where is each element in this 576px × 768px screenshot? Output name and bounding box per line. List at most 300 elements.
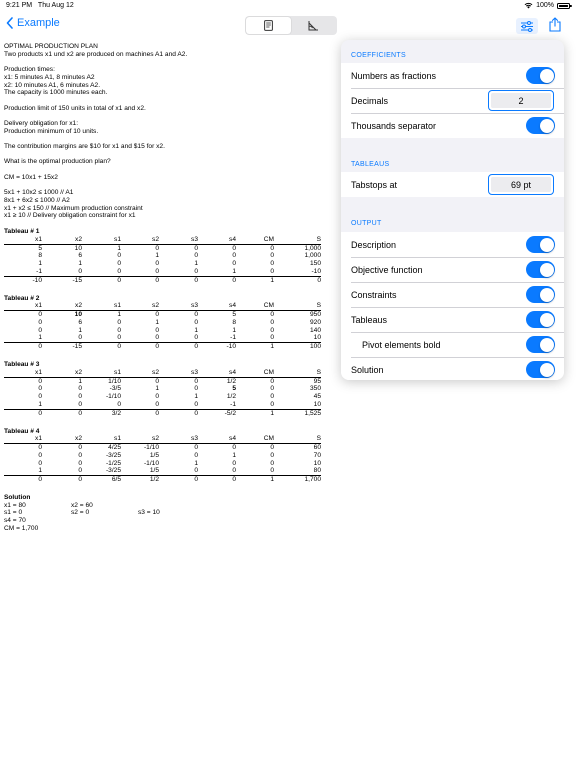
share-icon: [549, 17, 561, 32]
tableau-cell: 0: [194, 451, 198, 459]
group-output: [341, 232, 564, 380]
tableau-cell: 80: [274, 467, 321, 475]
toggle-numbers-as-fractions[interactable]: [526, 67, 555, 84]
table-row: [4, 385, 321, 393]
solution-value: x2 = 60: [71, 501, 93, 509]
tableau-cell: 0: [270, 252, 274, 260]
tableau-cell: 0: [270, 385, 274, 393]
tableau-cell: 10: [274, 401, 321, 409]
row-objective-function: [341, 257, 564, 282]
back-button[interactable]: [6, 17, 60, 29]
tableau-cell: 0: [198, 467, 236, 475]
tableau-header-cell: s4: [198, 369, 236, 377]
tableau-cell: 1: [232, 451, 236, 459]
toggle-thousands-separator[interactable]: [526, 117, 555, 134]
solution-value: [138, 502, 198, 510]
graph-icon: [308, 20, 319, 31]
tableau-cell: 1: [78, 377, 82, 385]
table-row: [4, 244, 321, 252]
row-label: Numbers as fractions: [351, 70, 437, 81]
tableau-cell: 0: [117, 326, 121, 334]
row-thousands-separator: [341, 113, 564, 138]
tabstops-field-frame: [488, 174, 554, 195]
tableau-header-cell: S: [274, 236, 321, 244]
tableau-cell: -3/5: [109, 385, 121, 393]
tableau-cell: 0: [270, 444, 274, 452]
wifi-icon: [524, 2, 533, 9]
row-label: Tableaus: [351, 314, 388, 325]
tableau-table: [4, 236, 321, 285]
tableau-header-cell: x2: [42, 302, 82, 310]
tableau-cell: 10: [74, 244, 82, 252]
tableau-cell: 0: [194, 244, 198, 252]
tableau-header-cell: s4: [198, 236, 236, 244]
constraint-line: 5x1 + 10x2 ≤ 1000 // A1: [4, 189, 74, 197]
tableau-cell: 0: [270, 318, 274, 326]
constraint-line: x1 + x2 ≤ 150 // Maximum production constraint: [4, 204, 143, 212]
doc-line: x2: 10 minutes A1, 6 minutes A2.: [4, 81, 101, 89]
tableau-header-cell: CM: [236, 369, 274, 377]
table-row: [4, 409, 321, 417]
doc-line: Production minimum of 10 units.: [4, 127, 99, 135]
tableau-cell: 0: [78, 459, 82, 467]
tableau-header-row: [4, 302, 321, 310]
tableau-cell: 0: [155, 409, 159, 417]
table-row: [4, 401, 321, 409]
row-label: Decimals: [351, 95, 389, 106]
tableau-header-row: [4, 435, 321, 443]
section-header-coefficients: COEFFICIENTS: [351, 52, 406, 59]
tableau-cell: 1: [270, 343, 274, 351]
toggle-tableaus[interactable]: [526, 311, 555, 328]
tableau-cell: 1/5: [121, 467, 159, 475]
tableau-cell: -15: [72, 276, 82, 284]
table-row: [4, 311, 321, 319]
solution-value: x1 = 80: [4, 501, 26, 509]
tableau-cell: 0: [232, 260, 236, 268]
row-label: Description: [351, 239, 397, 250]
tableau-cell: 0: [159, 334, 198, 342]
tableau-cell: 95: [313, 377, 321, 385]
table-row: [4, 393, 321, 401]
tableau-cell: 0: [270, 326, 274, 334]
doc-line: What is the optimal production plan?: [4, 158, 111, 166]
table-row: [4, 268, 321, 276]
tableau-cell: 0: [121, 334, 159, 342]
tableau-header-cell: S: [274, 302, 321, 310]
row-decimals: [341, 88, 564, 113]
tableau-header-cell: s4: [198, 435, 236, 443]
tableau-header-cell: S: [274, 435, 321, 443]
tableau-cell: 5: [38, 244, 42, 252]
tableau-cell: 0: [121, 268, 159, 276]
tableau-cell: 1/2: [226, 393, 236, 401]
row-label: Constraints: [351, 289, 397, 300]
table-row: [4, 319, 321, 327]
tableau-cell: 0: [155, 276, 159, 284]
table-row: [4, 476, 321, 484]
status-bar: [0, 0, 576, 12]
row-pivot-bold: [341, 332, 564, 357]
segment-document[interactable]: [246, 17, 291, 34]
doc-line: Production limit of 150 units in total of x1 and x2.: [4, 104, 146, 112]
tableau-cell: 45: [313, 393, 321, 401]
toggle-pivot-bold[interactable]: [526, 336, 555, 353]
tableau-cell: 0: [42, 467, 82, 475]
solution-value: s1 = 0: [4, 509, 23, 517]
tableau-cell: 0: [232, 244, 236, 252]
tableau-cell: 0: [155, 260, 159, 268]
tableau-cell: -1: [4, 268, 42, 276]
tableau-cell: 1/5: [149, 451, 159, 459]
tableau-cell: 0: [38, 311, 42, 319]
tableau-cell: 0: [82, 401, 121, 409]
toggle-constraints[interactable]: [526, 286, 555, 303]
tableau-cell: 1: [78, 326, 82, 334]
tableau-header-cell: x2: [42, 369, 82, 377]
tableau-cell: 0: [194, 343, 198, 351]
tableau-cell: 0: [155, 311, 159, 319]
tableau-cell: 0: [232, 276, 236, 284]
table-row: [4, 252, 321, 260]
tableau-cell: 1: [38, 260, 42, 268]
tableau-cell: 0: [38, 476, 42, 484]
tableau-cell: 1/10: [108, 377, 121, 385]
tableau-header-cell: s3: [159, 369, 198, 377]
tableau-cell: 10: [274, 334, 321, 342]
tableau-header-cell: CM: [236, 435, 274, 443]
doc-line: Production times:: [4, 66, 55, 74]
output-document: [4, 43, 340, 533]
segment-graph[interactable]: [291, 17, 336, 34]
row-solution: [341, 357, 564, 380]
row-label: Pivot elements bold: [362, 339, 441, 350]
tableau-cell: 0: [82, 334, 121, 342]
tableau-cell: 1/2: [149, 476, 159, 484]
tableau-title: Tableau # 1: [4, 228, 40, 236]
tableau-cell: -3/25: [82, 467, 121, 475]
tableau-cell: 0: [317, 276, 321, 284]
tableau-cell: 0: [155, 393, 159, 401]
tableau-cell: 1: [78, 260, 82, 268]
tableau-header-cell: CM: [236, 236, 274, 244]
tableau-title: Tableau # 4: [4, 427, 40, 435]
table-row: [4, 260, 321, 268]
row-constraints: [341, 282, 564, 307]
tableau-cell: 1: [155, 318, 159, 326]
chevron-left-icon: [6, 17, 13, 29]
table-row: [4, 343, 321, 351]
solution-value: [138, 517, 198, 525]
back-label: Example: [17, 17, 60, 29]
group-coefficients: [341, 63, 564, 138]
section-header-output: OUTPUT: [351, 220, 382, 227]
tableau-cell: 0: [270, 244, 274, 252]
tableau-cell: 1: [194, 393, 198, 401]
tableau-cell: 0: [78, 444, 82, 452]
tableau-header-cell: x1: [4, 369, 42, 377]
solution-value: [138, 525, 198, 533]
row-label: Solution: [351, 364, 384, 375]
tableau-cell: 0: [159, 268, 198, 276]
solution-title: Solution: [4, 494, 31, 501]
toggle-solution[interactable]: [526, 361, 555, 378]
tableau-cell: 1: [155, 252, 159, 260]
tableau-cell: -1/10: [105, 393, 121, 401]
tableau-cell: 0: [155, 343, 159, 351]
tableau-cell: 1,700: [304, 476, 321, 484]
tableau-cell: 6/5: [111, 476, 121, 484]
tableau-cell: 8: [232, 318, 236, 326]
tableau-cell: 140: [309, 326, 321, 334]
tableau-cell: 0: [42, 268, 82, 276]
tableau-cell: -10: [226, 343, 236, 351]
tableau-cell: 1: [4, 334, 42, 342]
tableau-cell: 0: [117, 318, 121, 326]
table-row: [4, 444, 321, 452]
doc-line: Two products x1 und x2 are produced on machines A1 and A2.: [4, 50, 188, 58]
tableau-cell: 0: [194, 318, 198, 326]
tableau-cell: 0: [194, 311, 198, 319]
tableau-cell: 0: [78, 451, 82, 459]
tableau-cell: 0: [155, 377, 159, 385]
tableau-cell: 0: [121, 401, 159, 409]
settings-sliders-button[interactable]: [516, 18, 538, 34]
tableau-cell: 0: [236, 334, 274, 342]
tableau-title: Tableau # 2: [4, 294, 40, 302]
tableau-cell: -1: [198, 334, 236, 342]
solution-value: [71, 517, 138, 525]
objective-function: CM = 10x1 + 15x2: [4, 173, 58, 181]
row-description: [341, 232, 564, 257]
tableau-header-cell: CM: [236, 302, 274, 310]
tableau-cell: 0: [159, 467, 198, 475]
tableau-header-cell: x1: [4, 435, 42, 443]
tableau-cell: 950: [309, 311, 321, 319]
tableau-cell: -1/25: [105, 459, 121, 467]
table-row: [4, 334, 321, 342]
row-tableaus: [341, 307, 564, 332]
tableaus: [4, 228, 340, 484]
tableau-cell: 0: [38, 444, 42, 452]
table-row: [4, 377, 321, 385]
tableau-cell: 5: [232, 385, 236, 393]
tableau-cell: 0: [232, 459, 236, 467]
tableau-header-cell: S: [274, 369, 321, 377]
tableau-cell: -1: [198, 401, 236, 409]
tableau-header-cell: s3: [159, 435, 198, 443]
sliders-icon: [520, 21, 534, 32]
tableau-cell: 0: [194, 252, 198, 260]
tableau-cell: -5/2: [224, 409, 236, 417]
tableau-header-row: [4, 236, 321, 244]
tableau-cell: -10: [274, 268, 321, 276]
solution-value: CM = 1,700: [4, 524, 39, 532]
tableau-cell: 0: [270, 260, 274, 268]
tableau-cell: 0: [38, 409, 42, 417]
tableau-cell: 5: [232, 311, 236, 319]
toggle-description[interactable]: [526, 236, 555, 253]
tableau-cell: 1,000: [304, 252, 321, 260]
tableau-header-cell: s2: [121, 435, 159, 443]
solution-value: s4 = 70: [4, 517, 26, 525]
tableau-cell: 0: [78, 409, 82, 417]
tableau-cell: 0: [232, 476, 236, 484]
solution-value: s2 = 0: [71, 509, 90, 517]
tableau-cell: 0: [194, 377, 198, 385]
tableau-cell: 1: [4, 467, 42, 475]
tableau-header-cell: s2: [121, 236, 159, 244]
battery-icon: [557, 3, 570, 9]
tableau-cell: 0: [194, 444, 198, 452]
tableau-header-cell: s2: [121, 302, 159, 310]
tableau-cell: -15: [72, 343, 82, 351]
table-row: [4, 460, 321, 468]
tableau-cell: 0: [78, 393, 82, 401]
tableau-cell: 0: [38, 343, 42, 351]
status-time: 9:21 PM Thu Aug 12: [6, 2, 74, 9]
tableau-table: [4, 302, 321, 351]
decimals-input[interactable]: [491, 93, 551, 108]
tableau-cell: 0: [194, 476, 198, 484]
tableau-cell: 1: [194, 326, 198, 334]
doc-line: The contribution margins are $10 for x1 and $15 for x2.: [4, 143, 165, 151]
tableau-cell: 0: [38, 377, 42, 385]
tableau-header-cell: s4: [198, 302, 236, 310]
tableau-cell: 0: [38, 326, 42, 334]
tableau-cell: 350: [309, 385, 321, 393]
constraint-line: 8x1 + 6x2 ≤ 1000 // A2: [4, 196, 70, 204]
tableau-header-cell: s1: [82, 369, 121, 377]
tableau-cell: 0: [155, 244, 159, 252]
tableau-cell: 0: [194, 276, 198, 284]
settings-popover: [341, 40, 564, 380]
tabstops-input[interactable]: [491, 177, 551, 192]
tableau-cell: 1: [194, 260, 198, 268]
tableau-cell: 0: [270, 311, 274, 319]
group-tableaus: [341, 172, 564, 197]
tableau-cell: 0: [117, 252, 121, 260]
share-button[interactable]: [549, 17, 561, 32]
tableau-cell: 0: [232, 252, 236, 260]
tableau-table: [4, 369, 321, 418]
tableau-cell: 1: [198, 268, 236, 276]
tableau-cell: 0: [78, 476, 82, 484]
tableau-cell: 60: [313, 444, 321, 452]
tableau-cell: 6: [78, 318, 82, 326]
section-header-tableaus: TABLEAUS: [351, 161, 390, 168]
tableau-cell: 920: [309, 318, 321, 326]
table-row: [4, 327, 321, 335]
tableau-cell: 150: [309, 260, 321, 268]
tableau-cell: 1: [270, 476, 274, 484]
battery-percent: 100%: [536, 2, 554, 9]
tableau-cell: -1/10: [143, 444, 159, 452]
tableau-cell: -3/25: [105, 451, 121, 459]
decimals-field-frame: [488, 90, 554, 111]
tableau-cell: 0: [236, 467, 274, 475]
row-label: Objective function: [351, 264, 423, 275]
row-tabstops: [341, 172, 564, 197]
toggle-objective-function[interactable]: [526, 261, 555, 278]
tableau-cell: 1: [270, 276, 274, 284]
tableau-cell: 1: [4, 401, 42, 409]
table-row: [4, 452, 321, 460]
table-row: [4, 467, 321, 475]
tableau-cell: 6: [78, 252, 82, 260]
tableau-header-cell: s1: [82, 236, 121, 244]
tableau-cell: 0: [117, 260, 121, 268]
tableau-cell: 0: [38, 393, 42, 401]
tableau-cell: 0: [270, 377, 274, 385]
tableau-cell: 10: [74, 311, 82, 319]
tableau-cell: 0: [159, 401, 198, 409]
tableau-header-cell: s3: [159, 302, 198, 310]
tableau-cell: 0: [232, 444, 236, 452]
tableau-cell: 0: [270, 451, 274, 459]
tableau-cell: 0: [78, 385, 82, 393]
tableau-cell: 1,000: [304, 244, 321, 252]
view-segmented-control: [245, 16, 337, 35]
tableau-header-cell: x1: [4, 302, 42, 310]
status-right: [524, 2, 570, 9]
table-row: [4, 276, 321, 284]
tableau-cell: 1/2: [226, 377, 236, 385]
tableau-table: [4, 435, 321, 484]
solution-grid: [4, 502, 340, 533]
tableau-header-cell: x2: [42, 236, 82, 244]
tableau-cell: 0: [270, 393, 274, 401]
doc-line: x1: 5 minutes A1, 8 minutes A2: [4, 73, 95, 81]
tableau-cell: 0: [155, 326, 159, 334]
tableau-cell: 0: [236, 268, 274, 276]
tableau-cell: 0: [270, 459, 274, 467]
tableau-cell: 0: [38, 385, 42, 393]
tableau-cell: 70: [313, 451, 321, 459]
tableau-cell: 1: [194, 459, 198, 467]
row-label: Thousands separator: [351, 120, 437, 131]
doc-title: OPTIMAL PRODUCTION PLAN: [4, 43, 98, 50]
tableau-header-cell: x2: [42, 435, 82, 443]
tableau-header-cell: x1: [4, 236, 42, 244]
tableau-cell: 1: [117, 311, 121, 319]
tableau-header-row: [4, 369, 321, 377]
tableau-cell: 0: [38, 451, 42, 459]
solution-value: s3 = 10: [138, 509, 160, 517]
row-label: Tabstops at: [351, 179, 398, 190]
tableau-cell: 1: [117, 244, 121, 252]
nav-bar: [0, 12, 576, 40]
solution-value: [71, 525, 138, 533]
tableau-cell: -10: [32, 276, 42, 284]
tableau-cell: 0: [38, 459, 42, 467]
tableau-cell: 0: [42, 401, 82, 409]
doc-line: Delivery obligation for x1:: [4, 119, 79, 127]
tableau-cell: 0: [38, 318, 42, 326]
tableau-cell: 0: [194, 385, 198, 393]
tableau-header-cell: s1: [82, 302, 121, 310]
document-icon: [264, 20, 273, 31]
tableau-cell: 4/25: [108, 444, 121, 452]
tableau-cell: 1: [232, 326, 236, 334]
tableau-cell: 0: [117, 343, 121, 351]
row-numbers-as-fractions: [341, 63, 564, 88]
tableau-cell: 1,525: [304, 409, 321, 417]
tableau-cell: 3/2: [111, 409, 121, 417]
constraint-line: x1 ≥ 10 // Delivery obligation constraint for x1: [4, 212, 136, 220]
tableau-title: Tableau # 3: [4, 361, 40, 369]
tableau-cell: 100: [309, 343, 321, 351]
